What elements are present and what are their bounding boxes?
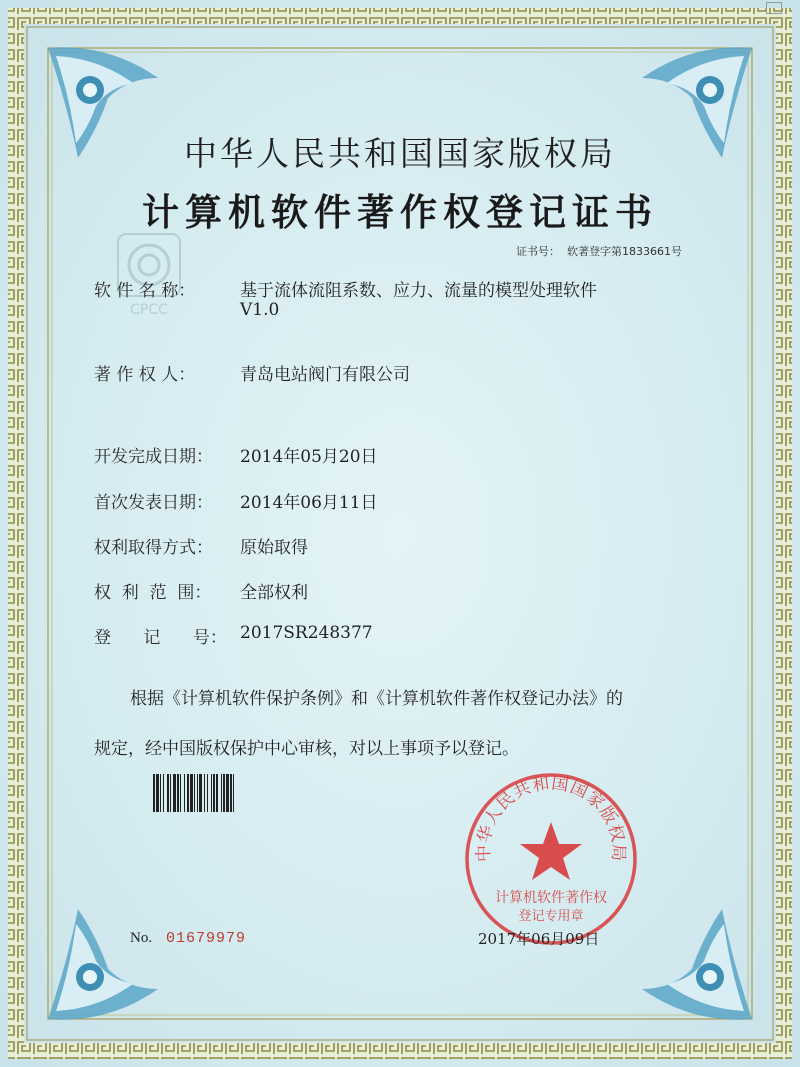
- official-seal: [462, 770, 640, 948]
- cert-no-value: 软著登字第1833661号: [567, 245, 682, 258]
- pub-date-value: 2014年06月11日: [240, 493, 378, 513]
- scope-label: 权 利 范 围：: [94, 583, 212, 603]
- dev-date-label: 开发完成日期：: [94, 447, 213, 467]
- statement-line-2: 规定，经中国版权保护中心审核，对以上事项予以登记。: [94, 739, 519, 759]
- barcode: [153, 774, 281, 812]
- software-version-value: V1.0: [240, 300, 280, 320]
- corner-ornament-bottom-right: [632, 899, 762, 1029]
- seal-ring-text: 中华人民共和国国家版权局: [473, 773, 629, 863]
- software-name-label: 软 件 名 称：: [94, 281, 196, 301]
- software-name-value: 基于流体流阻系数、应力、流量的模型处理软件: [240, 281, 597, 301]
- pub-date-label: 首次发表日期：: [94, 493, 213, 513]
- owner-label: 著 作 权 人：: [94, 365, 196, 385]
- owner-value: 青岛电站阀门有限公司: [240, 365, 410, 385]
- dev-date-value: 2014年05月20日: [240, 447, 378, 467]
- corner-ornament-bottom-left: [38, 899, 168, 1029]
- issuer-title: 中华人民共和国国家版权局: [184, 134, 616, 173]
- serial-number: 01679979: [166, 930, 247, 947]
- certificate-number: [516, 243, 682, 259]
- acq-method-label: 权利取得方式：: [94, 538, 213, 558]
- acq-method-value: 原始取得: [240, 538, 308, 558]
- cert-no-label: 证书号：: [516, 245, 560, 258]
- barcode-bar: [234, 774, 236, 812]
- emblem-text: CPCC: [130, 302, 168, 318]
- statement-line-1: 根据《计算机软件保护条例》和《计算机软件著作权登记办法》的: [130, 689, 623, 709]
- issue-date: 2017年06月09日: [478, 930, 600, 948]
- serial-label: No.: [130, 930, 153, 946]
- reg-no-label: 登 记 号：: [94, 628, 227, 648]
- certificate-title: 计算机软件著作权登记证书: [142, 191, 658, 234]
- corner-mark: [766, 2, 782, 14]
- seal-line-2: 登记专用章: [518, 909, 584, 924]
- reg-no-value: 2017SR248377: [240, 623, 373, 643]
- scope-value: 全部权利: [240, 583, 308, 603]
- seal-line-1: 计算机软件著作权: [495, 890, 607, 906]
